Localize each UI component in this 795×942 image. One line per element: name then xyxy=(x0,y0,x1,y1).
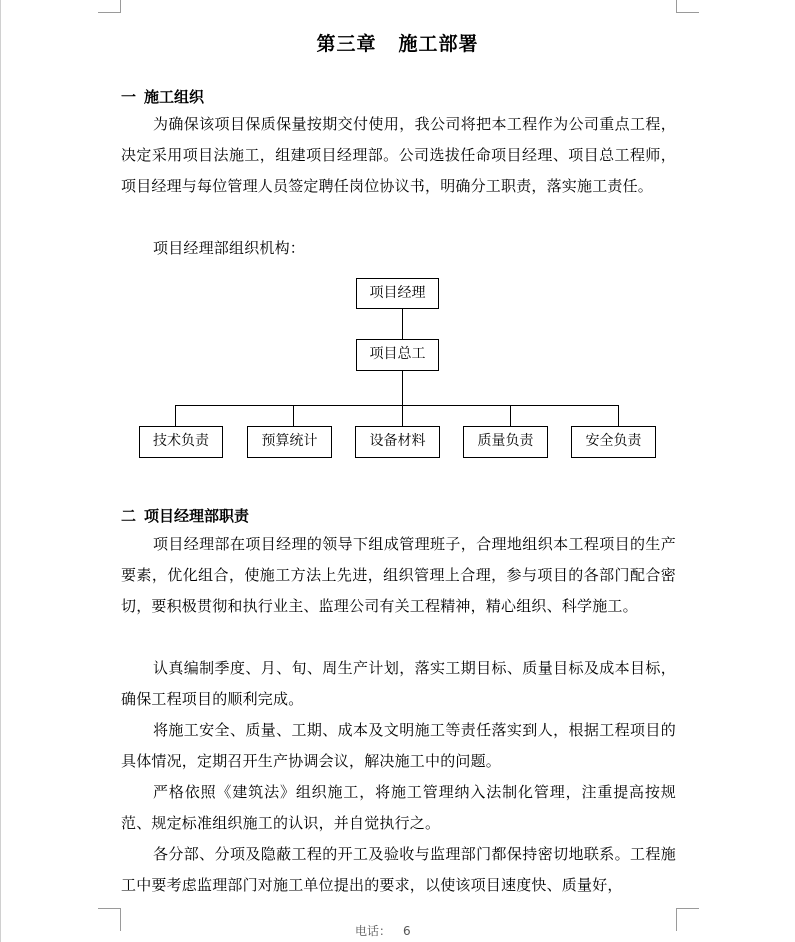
crop-mark-bottom-right xyxy=(676,908,699,931)
section-number-2: 二 xyxy=(121,507,137,525)
connector-leaf-2 xyxy=(293,405,294,426)
section2-paragraph-1: 项目经理部在项目经理的领导下组成管理班子，合理地组织本工程项目的生产要素，优化组合，使施工方法上先进，组织管理上合理，参与项目的各部门配合密切，要积极贯彻和执行业主、监理公司有关工程精神，精心组织、科学施工。 xyxy=(121,535,676,615)
org-node-leaf-2: 预算统计 xyxy=(247,426,332,458)
connector-horizontal xyxy=(175,405,619,406)
org-node-leaf-1: 技术负责 xyxy=(139,426,223,458)
section2-paragraph-5: 各分部、分项及隐蔽工程的开工及验收与监理部门都保持密切地联系。工程施工中要考虑监理部门对施工单位提出的要求，以使该项目速度快、质量好， xyxy=(121,845,676,894)
chapter-number: 第三章 xyxy=(316,33,377,55)
crop-mark-bottom-left xyxy=(98,908,121,931)
section-heading-2 xyxy=(121,505,249,526)
org-node-leaf-4: 质量负责 xyxy=(463,426,548,458)
section-heading-1 xyxy=(121,86,204,107)
section2-paragraph-4: 严格依照《建筑法》组织施工，将施工管理纳入法制化管理，注重提高按规范、规定标准组织施工的认识，并自觉执行之。 xyxy=(121,783,676,832)
org-node-leaf-5: 安全负责 xyxy=(571,426,656,458)
crop-mark-top-left xyxy=(98,0,121,13)
org-node-project-manager: 项目经理 xyxy=(356,278,439,309)
footer-phone-label: 电话： xyxy=(355,924,392,938)
connector-leaf-4 xyxy=(510,405,511,426)
connector-leaf-5 xyxy=(618,405,619,426)
crop-mark-top-right xyxy=(676,0,699,13)
section2-paragraph-3: 将施工安全、质量、工期、成本及文明施工等责任落实到人，根据工程项目的具体情况，定期召开生产协调会议，解决施工中的问题。 xyxy=(121,721,676,770)
connector-leaf-1 xyxy=(175,405,176,426)
page-footer xyxy=(355,922,411,939)
page-edge-line xyxy=(0,0,1,942)
connector-middle xyxy=(402,370,403,406)
section-title-1: 施工组织 xyxy=(144,88,205,106)
section2-paragraph-2: 认真编制季度、月、旬、周生产计划，落实工期目标、质量目标及成本目标，确保工程项目的顺利完成。 xyxy=(121,659,676,708)
chapter-title xyxy=(0,29,795,56)
connector-top xyxy=(402,308,403,339)
section-number-1: 一 xyxy=(121,88,137,106)
org-node-leaf-3: 设备材料 xyxy=(355,426,440,458)
chapter-name: 施工部署 xyxy=(398,33,479,55)
section1-paragraph-2: 项目经理部组织机构： xyxy=(153,239,306,257)
page-number: 6 xyxy=(403,924,411,938)
connector-leaf-3 xyxy=(402,405,403,426)
section-title-2: 项目经理部职责 xyxy=(144,507,250,525)
section1-paragraph-1: 为确保该项目保质保量按期交付使用，我公司将把本工程作为公司重点工程，决定采用项目法施工，组建项目经理部。公司选拔任命项目经理、项目总工程师，项目经理与每位管理人员签定聘任岗位协议书，明确分工职责，落实施工责任。 xyxy=(121,115,676,195)
org-node-chief-engineer: 项目总工 xyxy=(356,339,439,371)
